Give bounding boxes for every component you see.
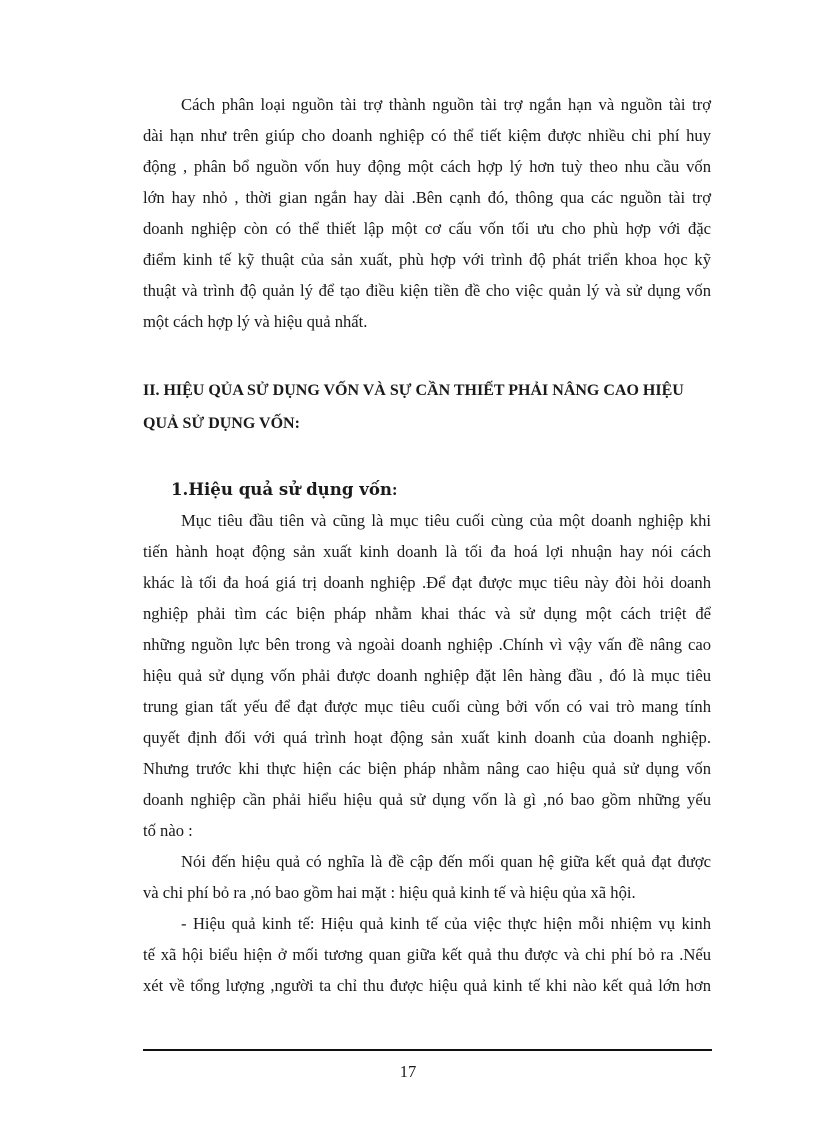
paragraph-line: điểm kinh tế kỹ thuật của sản xuất, phù hợp với trình độ phát triển khoa học kỹ <box>143 250 711 269</box>
paragraph-funding-classification <box>143 89 711 337</box>
paragraph-line: tiến hành hoạt động sản xuất kinh doanh là tối đa hoá lợi nhuận hay nói cách <box>143 542 711 561</box>
subsection-title: 1.Hiệu quả sử dụng vốn <box>171 479 392 499</box>
paragraph-line: xét về tổng lượng ,người ta chỉ thu được hiệu quả kinh tế khi nào kết quả lớn hơn <box>143 976 711 995</box>
paragraph-line: doanh nghiệp cần phải hiểu hiệu quả sử dụng vốn là gì ,nó bao gồm những yếu <box>143 790 711 809</box>
page-number: 17 <box>399 1062 417 1081</box>
paragraph-line: và chi phí bỏ ra ,nó bao gồm hai mặt : hiệu quả kinh tế và hiệu qủa xã hội. <box>143 883 636 902</box>
paragraph-line: những nguồn lực bên trong và ngoài doanh nghiệp .Chính vì vậy vấn đề nâng cao <box>143 635 711 654</box>
subsection-heading <box>143 474 711 505</box>
section-heading-line: II. HIỆU QỦA SỬ DỤNG VỐN VÀ SỰ CẦN THIẾT PHẢI NÂNG CAO HIỆU <box>143 382 684 399</box>
paragraph-line: Nhưng trước khi thực hiện các biện pháp nhằm nâng cao hiệu quả sử dụng vốn <box>143 759 711 778</box>
paragraph-line: doanh nghiệp còn có thể thiết lập một cơ cấu vốn tối ưu cho phù hợp với đặc <box>143 219 711 238</box>
paragraph-line: quyết định đối với quá trình hoạt động sản xuất kinh doanh của doanh nghiệp. <box>143 728 711 747</box>
section-heading <box>143 374 711 440</box>
paragraph-line: hiệu quả sử dụng vốn phải được doanh nghiệp đặt lên hàng đầu , đó là mục tiêu <box>143 666 711 685</box>
paragraph-line: trung gian tất yếu để đạt được mục tiêu cuối cùng bởi vốn có vai trò mang tính <box>143 697 711 716</box>
paragraph-line: tố nào : <box>143 821 193 840</box>
paragraph-line: tế xã hội biểu hiện ở mối tương quan giữa kết quả thu được và chi phí bỏ ra .Nếu <box>143 945 711 964</box>
paragraph-line: khác là tối đa hoá giá trị doanh nghiệp .Để đạt được mục tiêu này đòi hỏi doanh <box>143 573 711 592</box>
section-heading-line: QUẢ SỬ DỤNG VỐN: <box>143 415 300 432</box>
paragraph-line: động , phân bổ nguồn vốn huy động một cách hợp lý hơn tuỳ theo nhu cầu vốn <box>143 157 711 176</box>
paragraph-line: một cách hợp lý và hiệu quả nhất. <box>143 312 368 331</box>
paragraph-line: lớn hay nhỏ , thời gian ngắn hay dài .Bên cạnh đó, thông qua các nguồn tài trợ <box>143 188 711 207</box>
paragraph-line: nghiệp phải tìm các biện pháp nhằm khai thác và sử dụng một cách triệt để <box>143 604 711 623</box>
paragraph-line: Mục tiêu đầu tiên và cũng là mục tiêu cuối cùng của một doanh nghiệp khi <box>181 511 711 530</box>
subsection-colon: : <box>391 480 398 499</box>
paragraph-line: Cách phân loại nguồn tài trợ thành nguồn tài trợ ngắn hạn và nguồn tài trợ <box>181 95 711 114</box>
paragraph-capital-efficiency <box>143 505 711 1001</box>
paragraph-line: thuật và trình độ quản lý để tạo điều kiện tiền đề cho việc quản lý và sử dụng vốn <box>143 281 711 300</box>
paragraph-line: dài hạn như trên giúp cho doanh nghiệp có thể tiết kiệm được nhiều chi phí huy <box>143 126 711 145</box>
paragraph-line: - Hiệu quả kinh tế: Hiệu quả kinh tế của việc thực hiện mỗi nhiệm vụ kinh <box>181 914 711 933</box>
footer-divider <box>143 1049 712 1051</box>
paragraph-line: Nói đến hiệu quả có nghĩa là đề cập đến mối quan hệ giữa kết quả đạt được <box>181 852 711 871</box>
